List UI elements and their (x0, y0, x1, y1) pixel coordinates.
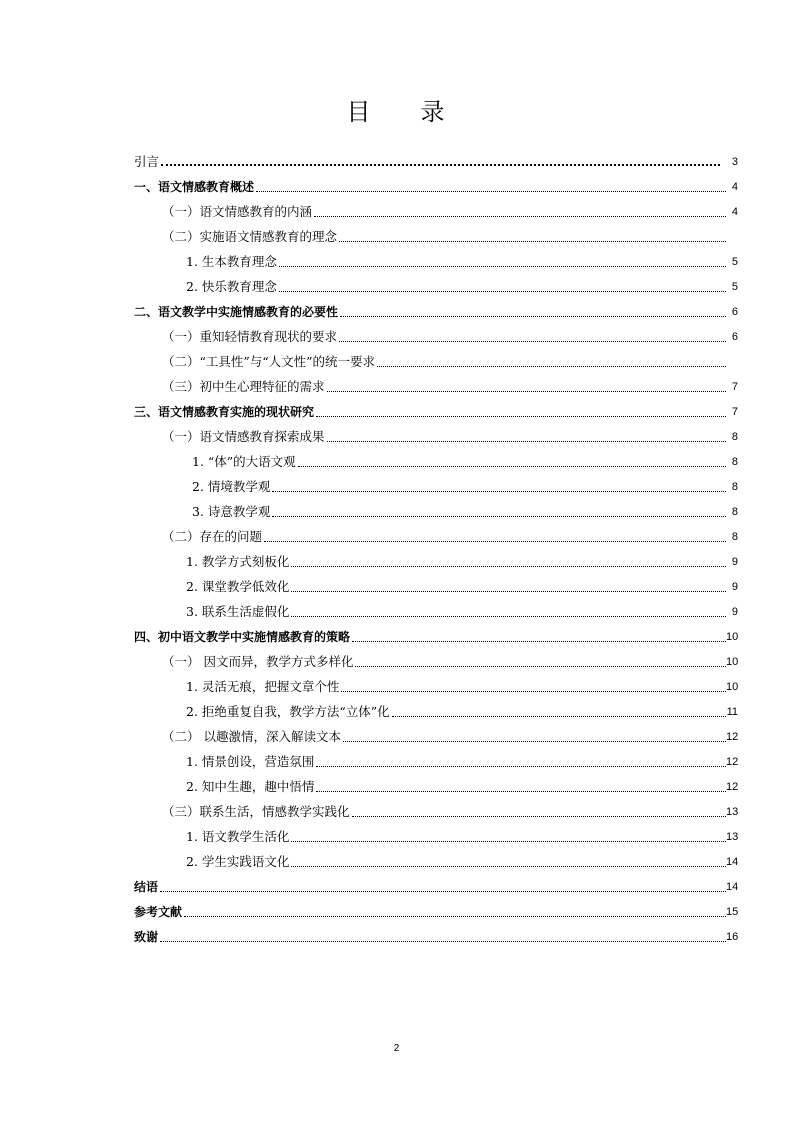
toc-entry-label: 引言 (134, 154, 160, 169)
toc-entry-label: 1. 灵活无痕，把握文章个性 (186, 679, 340, 694)
toc-dot-leader (161, 164, 720, 166)
toc-entry-page: 7 (731, 406, 738, 418)
toc-dot-leader (272, 491, 726, 492)
toc-entry-page: 4 (731, 206, 738, 218)
toc-entry-page: 11 (726, 706, 738, 718)
toc-entry[interactable] (134, 520, 738, 545)
toc-dot-leader (298, 466, 726, 467)
toc-entry-label: 1. 情景创设，营造氛围 (186, 754, 315, 769)
toc-entry[interactable] (134, 595, 738, 620)
toc-entry[interactable] (134, 570, 738, 595)
toc-entry[interactable] (134, 495, 738, 520)
toc-entry-label: 2. 快乐教育理念 (186, 279, 277, 294)
toc-entry-page: 8 (731, 481, 738, 493)
toc-entry[interactable] (134, 895, 738, 920)
toc-entry-page: 6 (731, 331, 738, 343)
toc-entry[interactable] (134, 370, 738, 395)
toc-entry-label: 参考文献 (134, 905, 183, 919)
toc-dot-leader (256, 191, 726, 192)
toc-dot-leader (314, 216, 726, 217)
toc-dot-leader (316, 766, 726, 767)
toc-entry-page: 13 (726, 831, 739, 843)
toc-entry-page: 9 (731, 606, 738, 618)
toc-entry[interactable] (134, 695, 738, 720)
toc-entry-page: 12 (726, 756, 739, 768)
toc-entry-page: 6 (731, 306, 738, 318)
toc-entry[interactable] (134, 720, 738, 745)
toc-entry-page: 3 (731, 156, 738, 168)
toc-entry-page: 8 (731, 456, 738, 468)
toc-entry-label: 结语 (134, 880, 159, 894)
toc-entry-label: 2. 情境教学观 (192, 479, 271, 494)
toc-dot-leader (279, 291, 726, 292)
toc-entry-label: 1. 语文教学生活化 (186, 829, 290, 844)
toc-entry-page: 7 (731, 381, 738, 393)
toc-entry-label: 四、初中语文教学中实施情感教育的策略 (134, 630, 351, 644)
toc-entry[interactable] (134, 845, 738, 870)
toc-entry-label: 2. 知中生趣，趣中悟情 (186, 779, 315, 794)
toc-entry[interactable] (134, 920, 738, 945)
toc-dot-leader (291, 616, 726, 617)
toc-entry-label: （三）初中生心理特征的需求 (162, 379, 325, 394)
toc-dot-leader (160, 891, 726, 892)
toc-entry-page: 5 (731, 256, 738, 268)
toc-dot-leader (339, 241, 726, 242)
toc-entry-page: 10 (726, 656, 739, 668)
toc-entry-label: 3. 联系生活虚假化 (186, 604, 290, 619)
toc-dot-leader (291, 591, 726, 592)
toc-entry[interactable] (134, 870, 738, 895)
toc-entry-label: 3. 诗意教学观 (192, 504, 271, 519)
toc-dot-leader (352, 641, 726, 642)
toc-entry-page: 9 (731, 581, 738, 593)
toc-entry-label: 1. 教学方式刻板化 (186, 554, 290, 569)
toc-entry-label: （二）实施语文情感教育的理念 (162, 229, 338, 244)
toc-dot-leader (316, 791, 726, 792)
toc-entry-label: （一）语文情感教育的内涵 (162, 204, 313, 219)
title-left-char: 目 (346, 98, 373, 126)
toc-entry-page: 14 (726, 856, 739, 868)
toc-entry[interactable] (134, 645, 738, 670)
toc-entry[interactable] (134, 170, 738, 195)
toc-entry-label: 一、语文情感教育概述 (134, 180, 255, 194)
toc-entry[interactable] (134, 245, 738, 270)
toc-entry-page: 15 (726, 906, 739, 918)
toc-dot-leader (343, 741, 726, 742)
toc-entry-label: （三）联系生活，情感教学实践化 (162, 804, 350, 819)
toc-dot-leader (340, 316, 726, 317)
page-title (0, 92, 793, 127)
toc-entry[interactable] (134, 395, 738, 420)
toc-entry-label: 2. 拒绝重复自我，教学方法“立体”化 (186, 704, 390, 719)
toc-entry[interactable] (134, 345, 738, 370)
toc-dot-leader (341, 691, 726, 692)
toc-entry[interactable] (134, 295, 738, 320)
toc-dot-leader (184, 916, 726, 917)
toc-entry[interactable] (134, 620, 738, 645)
title-right-char: 录 (420, 98, 447, 126)
toc-entry-label: 1. 生本教育理念 (186, 254, 277, 269)
toc-entry-page: 10 (726, 681, 739, 693)
toc-entry-label: 致谢 (134, 930, 159, 944)
page-number: 2 (393, 1043, 400, 1054)
toc-dot-leader (264, 541, 726, 542)
toc-entry-label: 三、语文情感教育实施的现状研究 (134, 405, 315, 419)
toc-entry-page: 8 (731, 531, 738, 543)
toc-entry-page: 10 (726, 631, 739, 643)
toc-entry-label: （二） 以趣激情，深入解读文本 (162, 729, 341, 744)
toc-dot-leader (327, 391, 726, 392)
toc-entry[interactable] (134, 420, 738, 445)
toc-entry-label: 2. 课堂教学低效化 (186, 579, 290, 594)
toc-entry[interactable] (134, 820, 738, 845)
toc-entry-page: 8 (731, 431, 738, 443)
toc-dot-leader (377, 366, 726, 367)
toc-entry-label: （二）“工具性”与“人文性”的统一要求 (162, 354, 376, 369)
toc-dot-leader (272, 516, 726, 517)
toc-entry-page: 16 (726, 931, 739, 943)
toc-dot-leader (160, 941, 726, 942)
toc-entry[interactable] (134, 745, 738, 770)
toc-entry-page: 13 (726, 806, 739, 818)
toc-entry[interactable] (134, 220, 738, 245)
toc-entry[interactable] (134, 195, 738, 220)
toc-entry-label: 1. “体”的大语文观 (192, 454, 296, 469)
toc-dot-leader (352, 816, 726, 817)
table-of-contents (134, 145, 738, 945)
toc-entry-page: 12 (726, 781, 739, 793)
toc-entry[interactable] (134, 445, 738, 470)
toc-entry-page: 14 (726, 881, 739, 893)
toc-entry[interactable] (134, 320, 738, 345)
toc-entry-label: 2. 学生实践语文化 (186, 854, 290, 869)
toc-dot-leader (327, 441, 726, 442)
toc-entry-label: （一）语文情感教育探索成果 (162, 429, 325, 444)
toc-entry[interactable] (134, 270, 738, 295)
toc-entry-label: （二）存在的问题 (162, 529, 263, 544)
toc-entry[interactable] (134, 770, 738, 795)
toc-dot-leader (355, 666, 726, 667)
toc-dot-leader (291, 866, 726, 867)
toc-dot-leader (316, 416, 726, 417)
toc-dot-leader (279, 266, 726, 267)
toc-dot-leader (291, 566, 726, 567)
toc-entry-label: （一） 因文而异，教学方式多样化 (162, 654, 354, 669)
toc-dot-leader (339, 341, 726, 342)
toc-entry-page: 4 (731, 181, 738, 193)
toc-entry[interactable] (134, 470, 738, 495)
toc-entry[interactable] (134, 670, 738, 695)
toc-entry-page: 9 (731, 556, 738, 568)
toc-entry[interactable] (134, 545, 738, 570)
toc-dot-leader (392, 716, 726, 717)
toc-entry-label: 二、语文教学中实施情感教育的必要性 (134, 305, 339, 319)
toc-entry-page: 8 (731, 506, 738, 518)
toc-entry-label: （一）重知轻情教育现状的要求 (162, 329, 338, 344)
toc-dot-leader (291, 841, 726, 842)
toc-entry-page: 12 (726, 731, 739, 743)
toc-entry[interactable] (134, 145, 738, 170)
toc-entry[interactable] (134, 795, 738, 820)
toc-entry-page: 5 (731, 281, 738, 293)
